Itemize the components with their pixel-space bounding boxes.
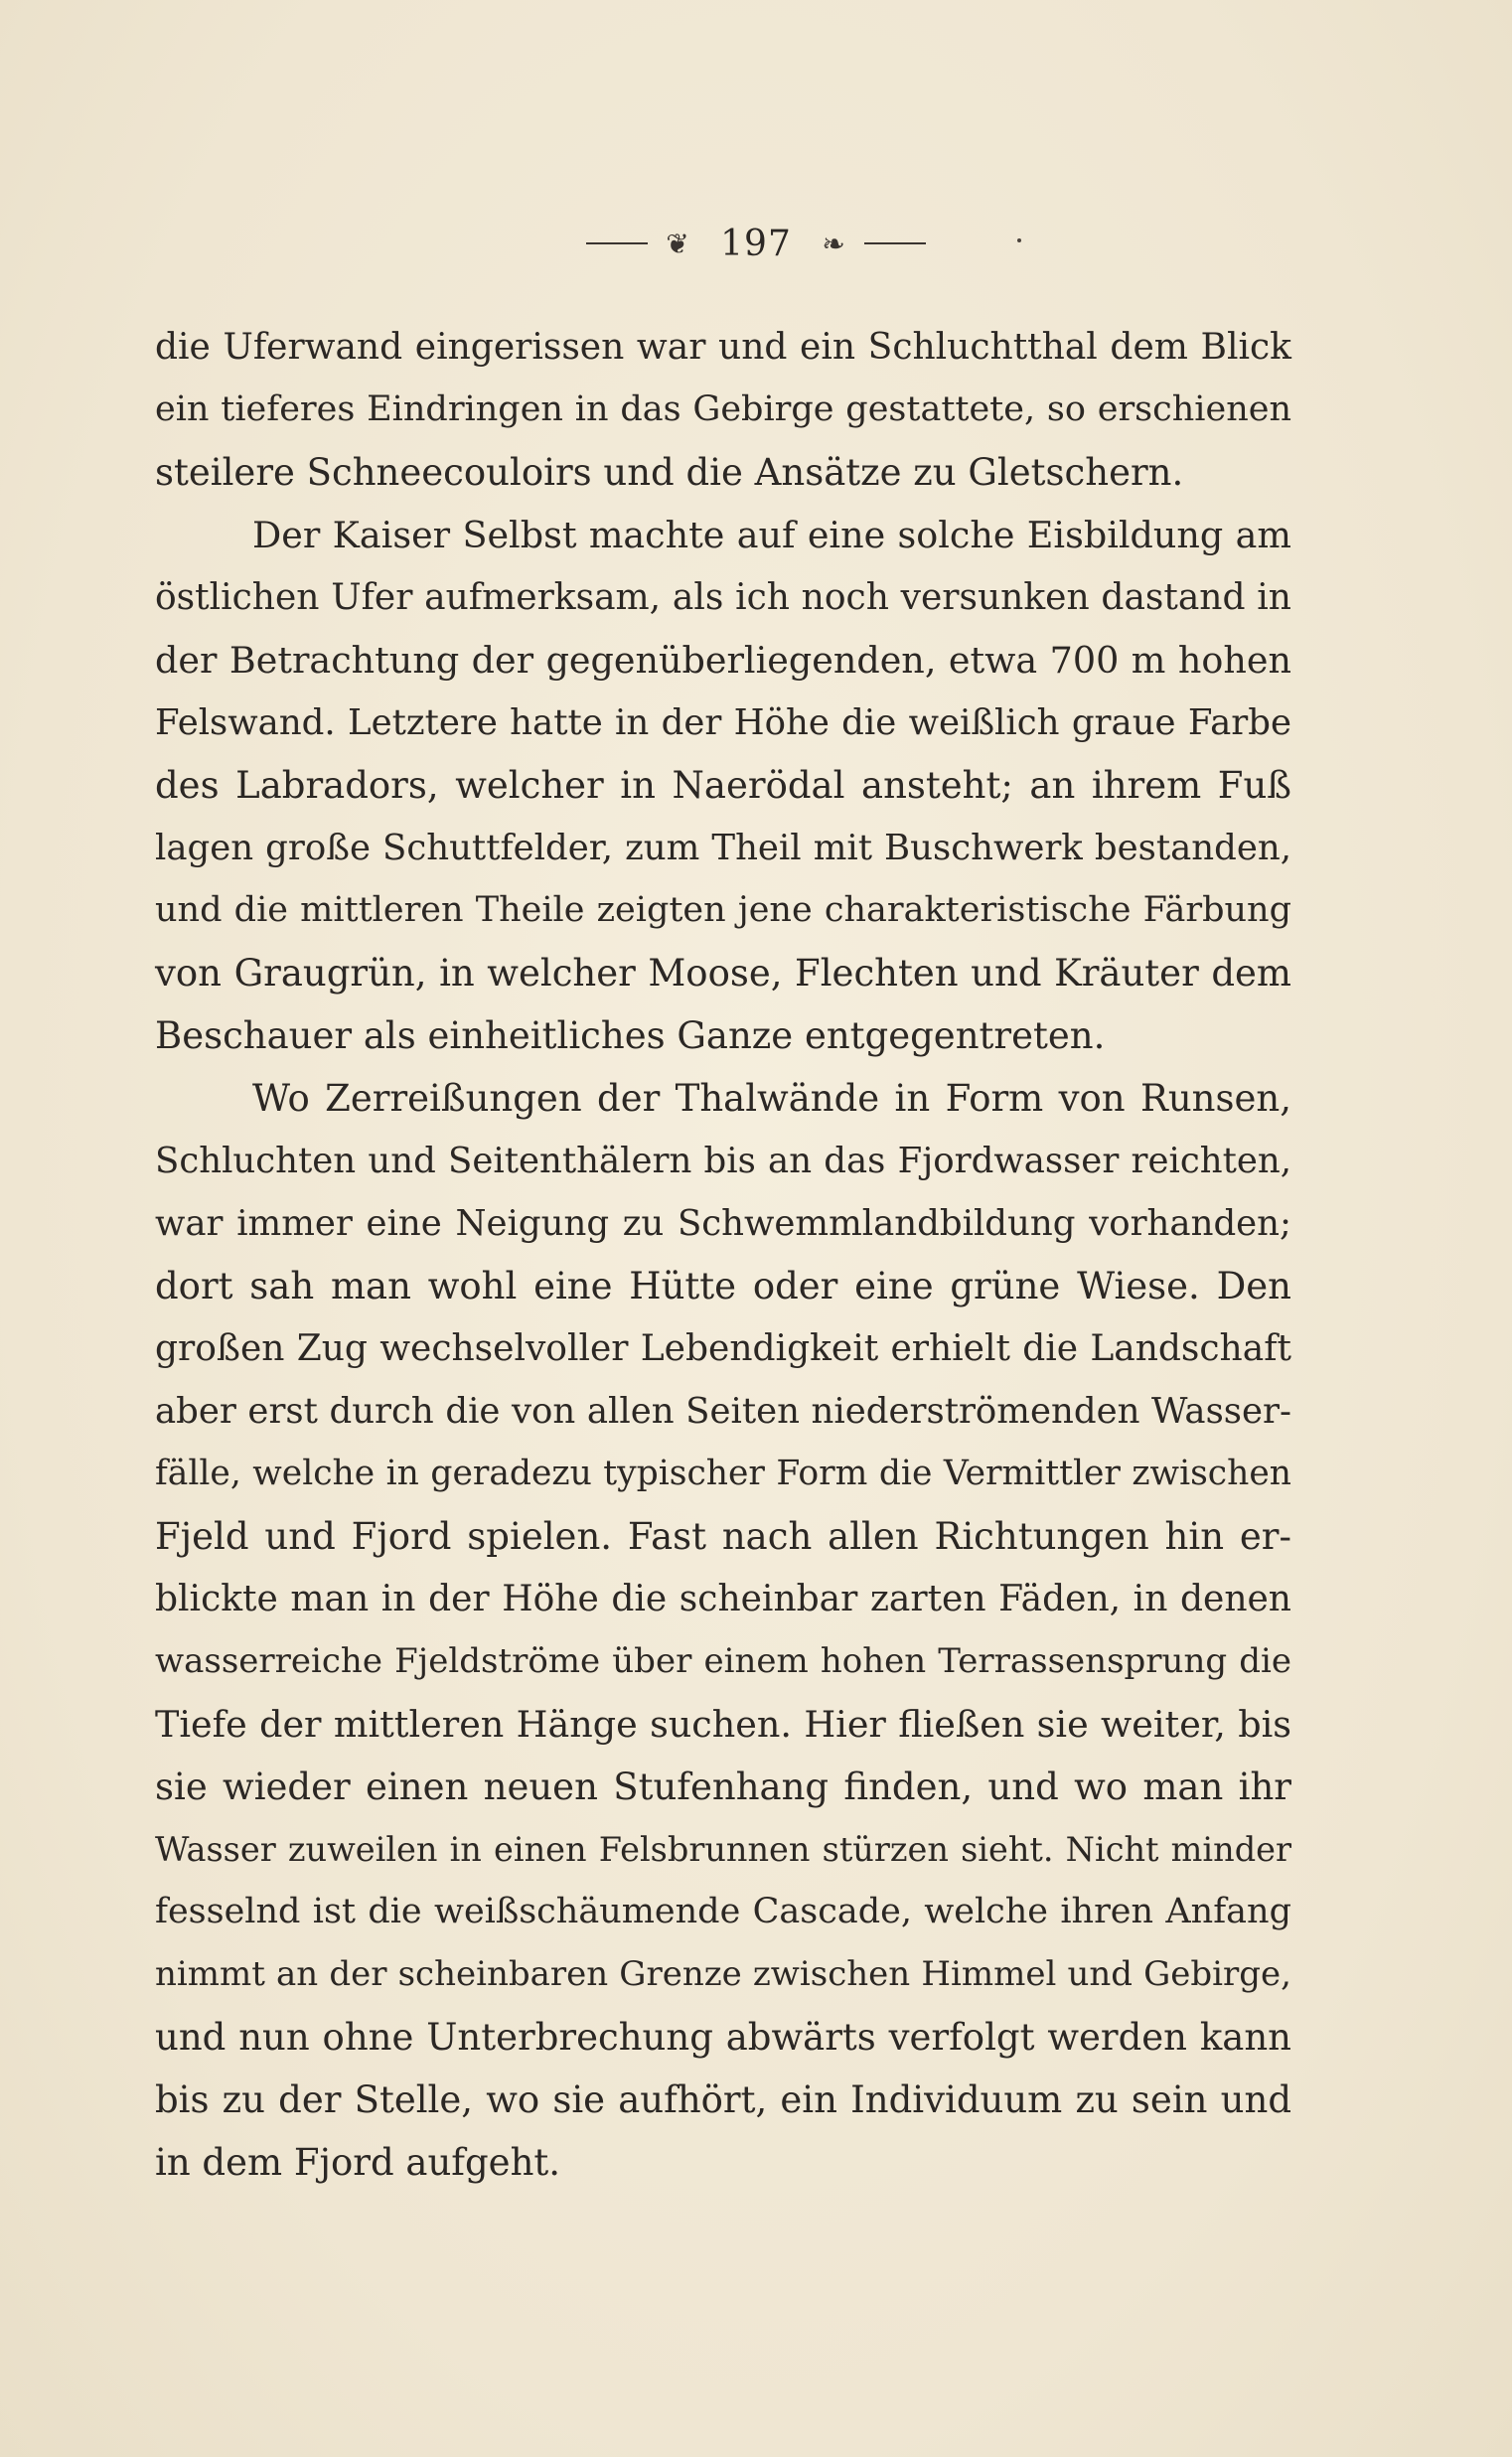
- text-line: großen Zug wechselvoller Lebendigkeit erhielt die Landschaft: [155, 1328, 1291, 1369]
- text-line: sie wieder einen neuen Stufenhang finden, und wo man ihr: [155, 1766, 1291, 1808]
- text-line: fesselnd ist die weißschäumende Cascade, welche ihren Anfang: [155, 1892, 1291, 1931]
- body-text: [155, 316, 1291, 2194]
- text-line: wasserreiche Fjeldströme über einem hohen Terrassensprung die: [155, 1641, 1291, 1681]
- text-line: Beschauer als einheitliches Ganze entgegentreten.: [155, 1014, 1106, 1057]
- text-line: in dem Fjord aufgeht.: [155, 2141, 561, 2184]
- text-line: Schluchten und Seitenthälern bis an das Fjordwasser reichten,: [155, 1141, 1291, 1181]
- text-line: blickte man in der Höhe die scheinbar zarten Fäden, in denen: [155, 1579, 1291, 1619]
- text-line: des Labradors, welcher in Naerödal ansteht; an ihrem Fuß: [155, 764, 1291, 807]
- text-line: Der Kaiser Selbst machte auf eine solche Eisbildung am: [252, 514, 1291, 556]
- text-line: Felswand. Letztere hatte in der Höhe die weißlich graue Farbe: [155, 702, 1291, 743]
- text-line: dort sah man wohl eine Hütte oder eine grüne Wiese. Den: [155, 1265, 1291, 1307]
- text-line: östlichen Ufer aufmerksam, als ich noch versunken dastand in: [155, 577, 1291, 618]
- page-number: 197: [720, 223, 792, 264]
- ornament-right-icon: ❧: [822, 227, 846, 260]
- text-line: Wo Zerreißungen der Thalwände in Form von Runsen,: [252, 1077, 1291, 1120]
- text-line: war immer eine Neigung zu Schwemmlandbildung vorhanden;: [155, 1203, 1291, 1244]
- text-line: und nun ohne Unterbrechung abwärts verfolgt werden kann: [155, 2016, 1291, 2059]
- header-rule-left: [586, 242, 648, 244]
- text-line: bis zu der Stelle, wo sie aufhört, ein Individuum zu sein und: [155, 2078, 1291, 2121]
- text-line: Wasser zuweilen in einen Felsbrunnen stürzen sieht. Nicht minder: [155, 1830, 1291, 1869]
- text-line: aber erst durch die von allen Seiten niederströmenden Wasser-: [155, 1391, 1291, 1432]
- text-line: Tiefe der mittleren Hänge suchen. Hier fließen sie weiter, bis: [155, 1703, 1291, 1746]
- ink-speck: [1017, 238, 1021, 242]
- header-rule-right: [864, 242, 926, 244]
- text-line: fälle, welche in geradezu typischer Form die Vermittler zwischen: [155, 1454, 1291, 1493]
- text-line: nimmt an der scheinbaren Grenze zwischen Himmel und Gebirge,: [155, 1954, 1291, 1994]
- page-header: [0, 221, 1512, 264]
- text-line: und die mittleren Theile zeigten jene charakteristische Färbung: [155, 890, 1291, 930]
- text-line: lagen große Schuttfelder, zum Theil mit Buschwerk bestanden,: [155, 828, 1291, 868]
- text-line: Fjeld und Fjord spielen. Fast nach allen Richtungen hin er-: [155, 1515, 1291, 1558]
- text-line: ein tieferes Eindringen in das Gebirge gestattete, so erschienen: [155, 389, 1291, 429]
- text-line: die Uferwand eingerissen war und ein Schluchtthal dem Blick: [155, 327, 1291, 368]
- ornament-left-icon: ❦: [666, 227, 690, 260]
- text-line: der Betrachtung der gegenüberliegenden, etwa 700 m hohen: [155, 639, 1291, 682]
- text-line: steilere Schneecouloirs und die Ansätze zu Gletschern.: [155, 451, 1184, 494]
- text-line: von Graugrün, in welcher Moose, Flechten und Kräuter dem: [155, 952, 1291, 995]
